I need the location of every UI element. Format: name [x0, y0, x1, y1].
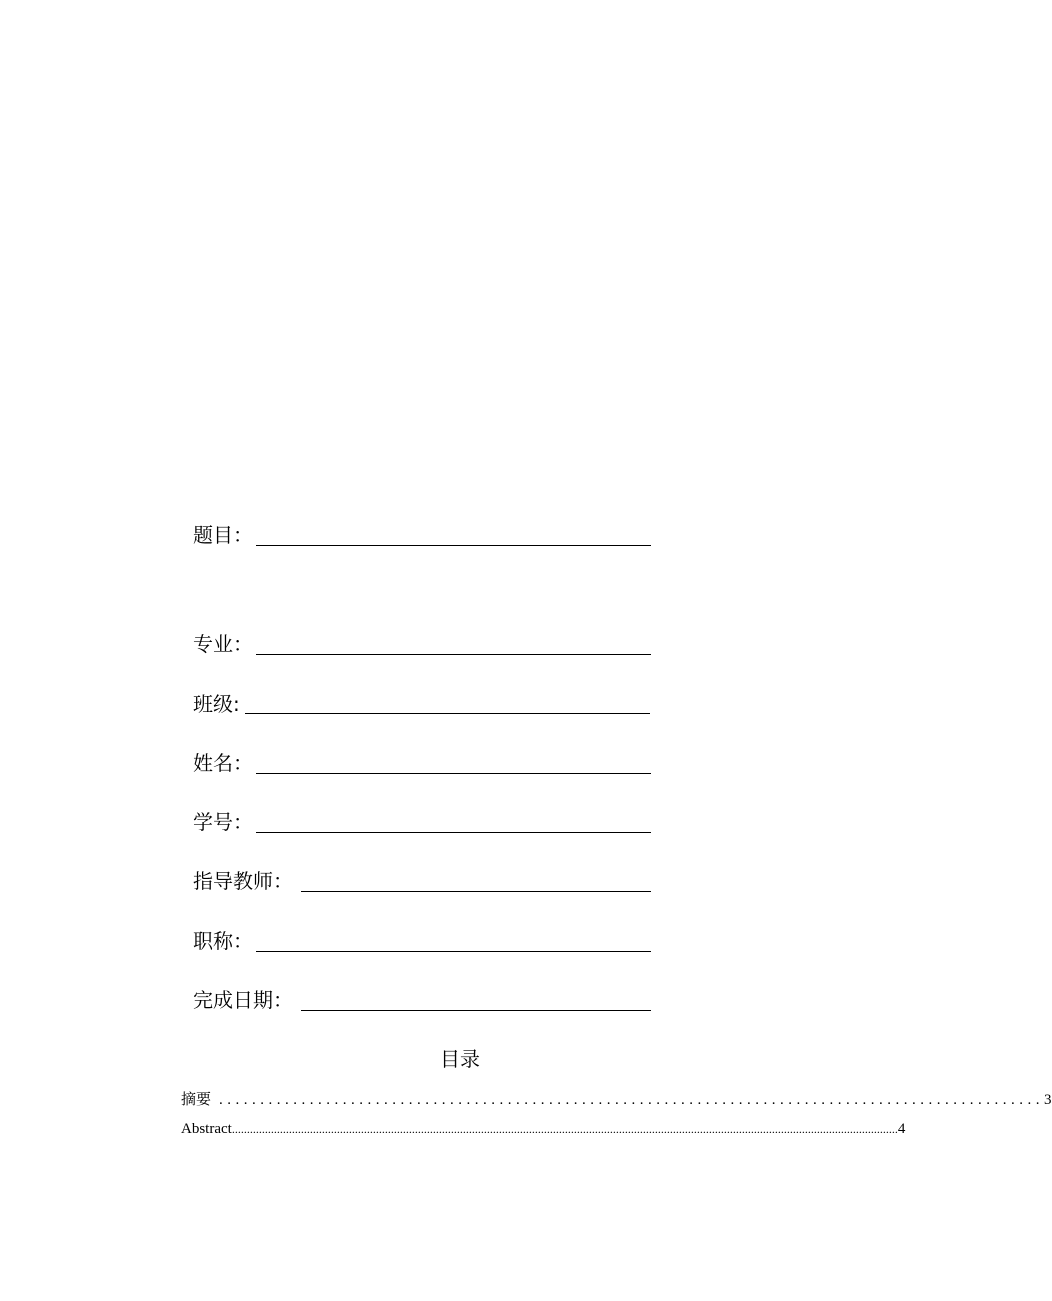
completion-date-field — [193, 988, 653, 1018]
name-field — [193, 751, 653, 781]
advisor-field-line — [301, 891, 651, 892]
toc-entry-abstract-cn[interactable] — [181, 1091, 1052, 1109]
toc-leader-dots: .................................................................................................... — [219, 1092, 1045, 1108]
title-field-label: 题目： — [193, 523, 253, 547]
completion-date-field-label: 完成日期： — [193, 988, 293, 1012]
toc-leader-dots: .............................................................................................................................................................................................................................. — [231, 1122, 898, 1136]
student-id-field-line — [256, 832, 651, 833]
title-field — [193, 523, 653, 553]
advisor-field — [193, 869, 653, 899]
name-field-label: 姓名： — [193, 751, 253, 775]
toc-title: 目录 — [440, 1047, 480, 1071]
class-field-label: 班级: — [193, 692, 240, 716]
title-field-line — [256, 545, 651, 546]
toc-entry-abstract-en[interactable] — [181, 1120, 906, 1138]
completion-date-field-line — [301, 1010, 651, 1011]
toc-entry-page: 3 — [1044, 1092, 1052, 1108]
class-field-line — [245, 713, 650, 714]
student-id-field-label: 学号： — [193, 810, 253, 834]
professional-title-field — [193, 929, 653, 959]
class-field — [193, 692, 653, 722]
toc-entry-label: 摘要 — [181, 1092, 212, 1108]
name-field-line — [256, 773, 651, 774]
professional-title-field-line — [256, 951, 651, 952]
toc-entry-label: Abstract — [181, 1121, 232, 1137]
major-field — [193, 632, 653, 662]
major-field-label: 专业： — [193, 632, 253, 656]
student-id-field — [193, 810, 653, 840]
advisor-field-label: 指导教师： — [193, 869, 293, 893]
toc-entry-page: 4 — [897, 1121, 906, 1137]
professional-title-field-label: 职称： — [193, 929, 253, 953]
major-field-line — [256, 654, 651, 655]
